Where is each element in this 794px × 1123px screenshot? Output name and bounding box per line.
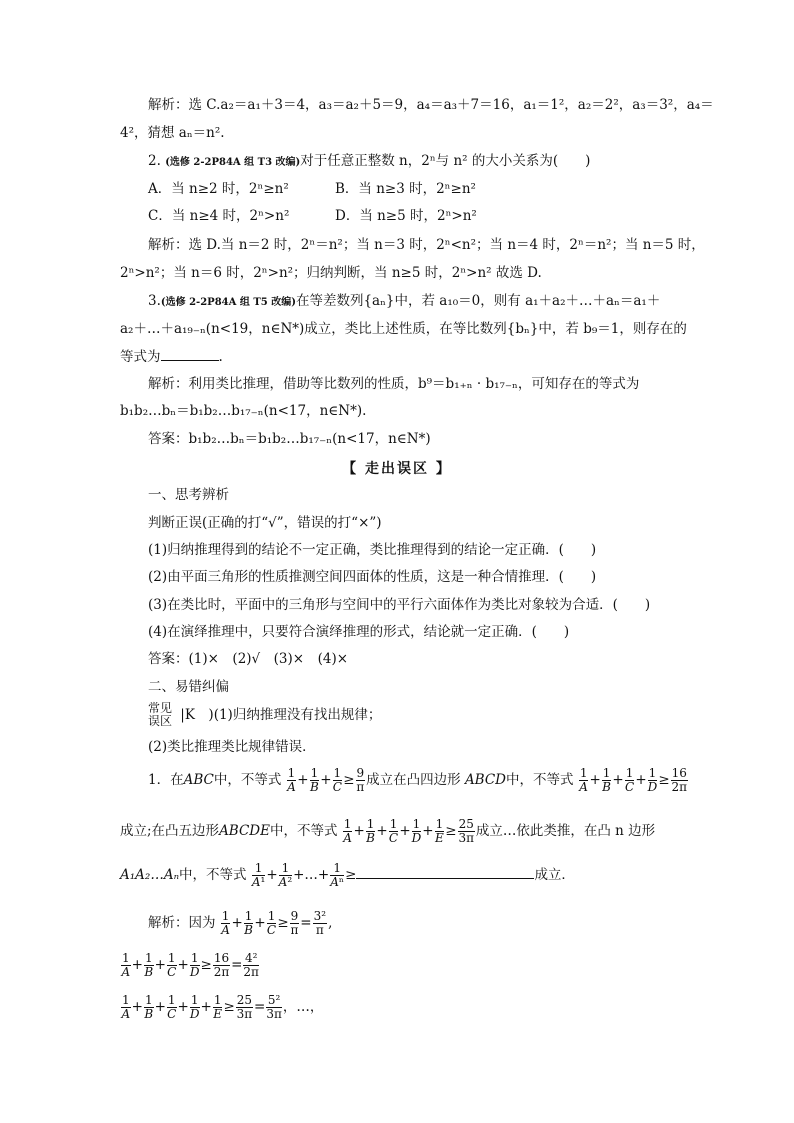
text: 中，不等式 bbox=[270, 823, 338, 839]
option-b: B．当 n≥3 时，2ⁿ≥n² bbox=[335, 181, 476, 197]
fraction: $\frac{1}{D}$ bbox=[189, 951, 200, 979]
fraction: $\frac{1}{A}$ bbox=[121, 993, 131, 1021]
text-line: b₁b₂…bₙ＝b₁b₂…b₁₇₋ₙ(n<17，n∈N*). bbox=[120, 403, 367, 419]
question-text: 在等差数列{aₙ}中，若 a₁₀＝0，则有 a₁＋a₂＋…＋aₙ＝a₁＋ bbox=[295, 293, 661, 309]
fraction: $\frac{1}{B}$ bbox=[144, 951, 154, 979]
fraction: $\frac{25}{3\pi}$ bbox=[236, 993, 253, 1021]
question-number: 2. bbox=[148, 153, 161, 169]
fraction: $\frac{1}{\text{Aⁿ}}$ bbox=[330, 861, 345, 889]
math: ABC bbox=[183, 772, 214, 788]
math: A₁A₂…Aₙ bbox=[120, 867, 180, 883]
answer-line: 答案：b₁b₂…bₙ＝b₁b₂…b₁₇₋ₙ(n<17，n∈N*) bbox=[148, 431, 431, 447]
text-line: 解析：选 C.a₂＝a₁＋3＝4，a₃＝a₂＋5＝9，a₄＝a₃＋7＝16，a₁＝1²，a₂＝2²，a₃＝3²，a₄＝ bbox=[148, 97, 714, 113]
question-text: 对于任意正整数 n，2ⁿ与 n² 的大小关系为( ) bbox=[300, 153, 591, 169]
fraction: $\frac{1}{A}$ bbox=[221, 909, 230, 937]
solution-line-1: 解析：因为 $\frac{1}{A}$ + $\frac{1}{B}$ + $\frac{1}{C}$ ≥ $\frac{9}{\pi}$ = $\frac{\text{3²}}{\pi}$ , bbox=[148, 909, 333, 937]
text: 成立在凸四边形 bbox=[366, 772, 461, 788]
fraction: $\frac{\text{3²}}{\pi}$ bbox=[313, 909, 327, 937]
fraction: $\frac{\text{5²}}{3\pi}$ bbox=[266, 993, 282, 1021]
text: 1．在 bbox=[148, 772, 184, 788]
text-line: 2ⁿ>n²；当 n＝6 时，2ⁿ>n²；归纳判断，当 n≥5 时，2ⁿ>n² 故选 D. bbox=[120, 265, 542, 281]
text-line: A₁A₂…Aₙ中，不等式 $\frac{1}{\text{A¹}}$ + $\frac{1}{\text{A²}}$ +…+ $\frac{1}{\text{Aⁿ}}$ ≥ 成立． bbox=[120, 861, 575, 889]
text: 中，不等式 bbox=[506, 772, 574, 788]
question-3 bbox=[148, 292, 660, 312]
judge-item-1: (1)归纳推理得到的结论不一定正确，类比推理得到的结论一定正确．( ) bbox=[148, 542, 597, 558]
option-a: A．当 n≥2 时，2ⁿ≥n² bbox=[148, 181, 289, 197]
text: 成立． bbox=[534, 867, 575, 883]
solution-line-3: $\frac{1}{A}$ + $\frac{1}{B}$ + $\frac{1}{C}$ + $\frac{1}{D}$ + $\frac{1}{E}$ ≥ $\frac{25}{3\pi}$ = $\frac{\text{5²}}{3\pi}$ ，…， bbox=[121, 993, 324, 1021]
fraction: $\frac{1}{\text{A¹}}$ bbox=[251, 861, 266, 889]
text-line: 等式为 . bbox=[120, 349, 223, 365]
section-title: 【 走出误区 】 bbox=[342, 461, 452, 477]
option-d: D．当 n≥5 时，2ⁿ>n² bbox=[335, 208, 477, 224]
fraction: $\frac{1}{B}$ bbox=[310, 766, 319, 794]
math: ABCD bbox=[464, 772, 507, 788]
answer-blank bbox=[356, 878, 534, 879]
section-heading: 二、易错纠偏 bbox=[148, 679, 229, 695]
fraction: $\frac{1}{C}$ bbox=[167, 951, 177, 979]
text-line: (2)类比推理类比规律错误． bbox=[148, 739, 316, 755]
text-line: 成立;在凸五边形ABCDE中，不等式 $\frac{1}{A}$ + $\frac{1}{B}$ + $\frac{1}{C}$ + $\frac{1}{D}$ + $\frac{1}{E}$ ≥ $\frac{25}{3\pi}$ 成立…依此类推，在凸 n 边形 bbox=[120, 817, 656, 845]
answer-line: 答案：(1)× (2)√ (3)× (4)× bbox=[148, 651, 349, 667]
text-line: 解析：利用类比推理，借助等比数列的性质，b⁹＝b₁₊ₙ · b₁₇₋ₙ，可知存在的等式为 bbox=[148, 376, 640, 392]
fraction: $\frac{1}{A}$ bbox=[579, 766, 588, 794]
fraction: $\frac{16}{2\pi}$ bbox=[671, 766, 688, 794]
fraction: $\frac{9}{\pi}$ bbox=[356, 766, 365, 794]
source-tag: (选修 2-2P84A 组 T5 改编) bbox=[160, 297, 296, 308]
text-line: 4²，猜想 aₙ＝n². bbox=[120, 125, 225, 141]
fraction: $\frac{1}{B}$ bbox=[366, 817, 375, 845]
judge-item-3: (3)在类比时，平面中的三角形与空间中的平行六面体作为类比对象较为合适．( ) bbox=[148, 597, 651, 613]
fraction: $\frac{25}{3\pi}$ bbox=[458, 817, 474, 845]
judge-item-4: (4)在演绎推理中，只要符合演绎推理的形式，结论就一定正确．( ) bbox=[148, 624, 570, 640]
section-heading: 一、思考辨析 bbox=[148, 487, 229, 503]
fraction: $\frac{1}{A}$ bbox=[121, 951, 131, 979]
blank-prefix: 等式为 bbox=[120, 349, 161, 365]
question-1: 1．在ABC中，不等式 $\frac{1}{A}$ + $\frac{1}{B}$ + $\frac{1}{C}$ ≥ $\frac{9}{\pi}$ 成立在凸四边形 ABCD中，不等式 $\frac{1}{A}$ + $\frac{1}{B}$ + $\frac{1}{C}$ + $\frac{1}{D}$ ≥ $\frac{16}{2\pi}$ bbox=[148, 766, 688, 794]
fraction: $\frac{1}{C}$ bbox=[167, 993, 177, 1021]
text-line: 解析：选 D.当 n＝2 时，2ⁿ＝n²；当 n＝3 时，2ⁿ<n²；当 n＝4 时，2ⁿ＝n²；当 n＝5 时， bbox=[148, 237, 705, 253]
fraction: $\frac{1}{D}$ bbox=[189, 993, 200, 1021]
fraction: $\frac{1}{B}$ bbox=[144, 993, 154, 1021]
text-line: 判断正误(正确的打“√”，错误的打“×”) bbox=[148, 515, 382, 531]
text: 解析：因为 bbox=[148, 915, 216, 931]
answer-blank bbox=[161, 360, 219, 361]
text: 成立;在凸五边形 bbox=[120, 823, 220, 839]
fraction: $\frac{1}{C}$ bbox=[388, 817, 399, 845]
fraction: $\frac{1}{C}$ bbox=[266, 909, 277, 937]
text-line: |K )(1)归纳推理没有找出规律； bbox=[180, 707, 382, 723]
mistake-tag: 常见 误区 bbox=[148, 701, 173, 728]
fraction: $\frac{1}{A}$ bbox=[343, 817, 352, 845]
fraction: $\frac{1}{B}$ bbox=[244, 909, 253, 937]
fraction: $\frac{1}{B}$ bbox=[602, 766, 611, 794]
fraction: $\frac{1}{D}$ bbox=[647, 766, 658, 794]
solution-line-2: $\frac{1}{A}$ + $\frac{1}{B}$ + $\frac{1}{C}$ + $\frac{1}{D}$ ≥ $\frac{16}{2\pi}$ = $\frac{\text{4²}}{2\pi}$ bbox=[121, 951, 259, 979]
fraction: $\frac{\text{4²}}{2\pi}$ bbox=[243, 951, 259, 979]
judge-item-2: (2)由平面三角形的性质推测空间四面体的性质，这是一种合情推理．( ) bbox=[148, 569, 597, 585]
fraction: $\frac{1}{E}$ bbox=[435, 817, 444, 845]
fraction: $\frac{16}{2\pi}$ bbox=[213, 951, 230, 979]
fraction: $\frac{1}{C}$ bbox=[624, 766, 635, 794]
text-line: a₂＋…＋a₁₉₋ₙ(n<19，n∈N*)成立，类比上述性质，在等比数列{bₙ}中，若 b₉＝1，则存在的 bbox=[120, 321, 687, 337]
fraction: $\frac{9}{\pi}$ bbox=[290, 909, 299, 937]
question-2 bbox=[148, 152, 590, 172]
fraction: $\frac{1}{\text{A²}}$ bbox=[278, 861, 293, 889]
text: 中，不等式 bbox=[179, 867, 247, 883]
option-c: C．当 n≥4 时，2ⁿ>n² bbox=[148, 208, 290, 224]
fraction: $\frac{1}{A}$ bbox=[287, 766, 296, 794]
fraction: $\frac{1}{D}$ bbox=[411, 817, 422, 845]
mistake-tag-line bbox=[148, 702, 381, 728]
text: 成立…依此类推，在凸 n 边形 bbox=[475, 823, 656, 839]
text: 中，不等式 bbox=[213, 772, 282, 788]
fraction: $\frac{1}{E}$ bbox=[213, 993, 223, 1021]
question-number: 3. bbox=[148, 293, 161, 309]
source-tag: (选修 2-2P84A 组 T3 改编) bbox=[165, 157, 301, 168]
math: ABCDE bbox=[219, 823, 270, 839]
fraction: $\frac{1}{C}$ bbox=[332, 766, 342, 794]
